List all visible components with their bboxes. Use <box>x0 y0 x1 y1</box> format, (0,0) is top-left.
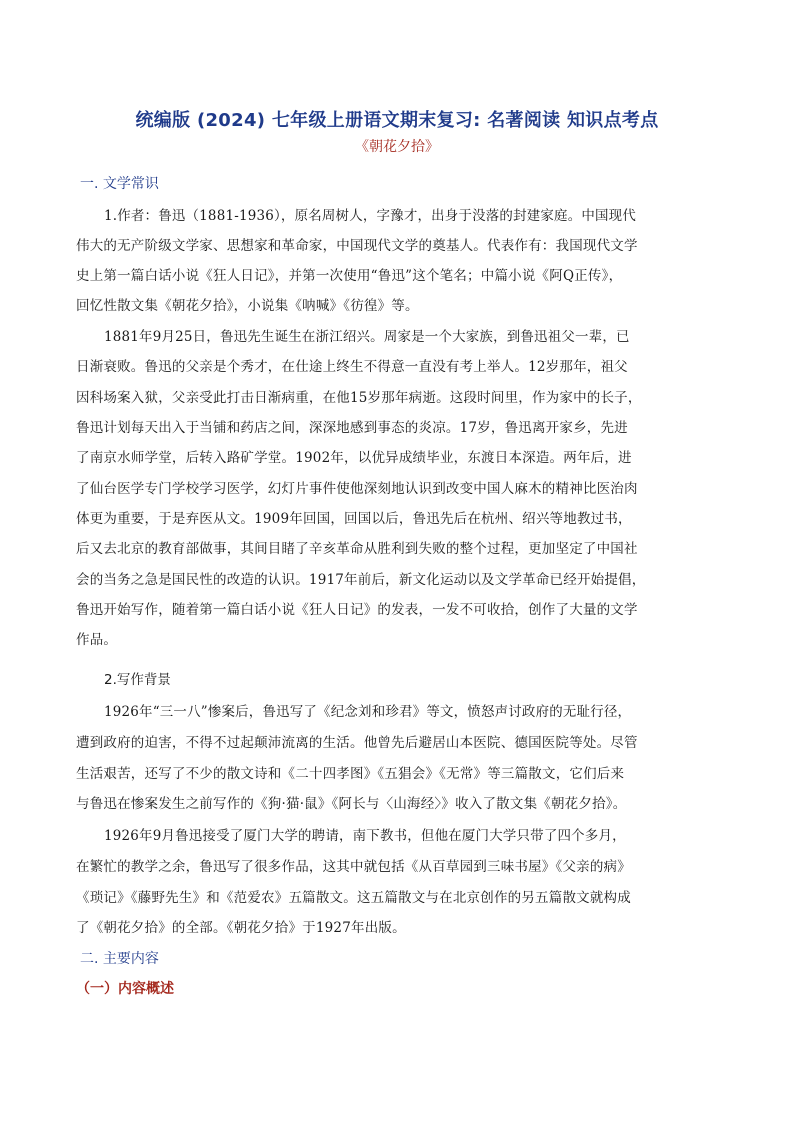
paragraph-line: 后又去北京的教育部做事，其间目睹了辛亥革命从胜利到失败的整个过程，更加坚定了中国社 <box>76 541 638 557</box>
page-title: 统编版 (2024) 七年级上册语文期末复习: 名著阅读 知识点考点 <box>135 110 659 131</box>
paragraph-line: 1926年“三一八”惨案后，鲁迅写了《纪念刘和珍君》等文，愤怒声讨政府的无耻行径， <box>104 704 632 720</box>
section-heading-literary-knowledge: 一. 文学常识 <box>80 176 159 192</box>
paragraph-line: 会的当务之急是国民性的改造的认识。1917年前后，新文化运动以及文学革命已经开始提倡， <box>76 572 646 588</box>
paragraph-line: 作品。 <box>76 632 118 648</box>
section-heading-main-content: 二. 主要内容 <box>80 951 159 967</box>
paragraph-line: 了南京水师学堂，后转入路矿学堂。1902年，以优异成绩毕业，东渡日本深造。两年后，进 <box>76 450 632 466</box>
paragraph-line: 伟大的无产阶级文学家、思想家和革命家，中国现代文学的奠基人。代表作有：我国现代文学 <box>76 238 638 254</box>
paragraph-line: 生活艰苦，还写了不少的散文诗和《二十四孝图》《五猖会》《无常》等三篇散文，它们后来 <box>76 766 625 782</box>
paragraph-line: 在繁忙的教学之余，鲁迅写了很多作品，这其中就包括《从百草园到三味书屋》《父亲的病》 <box>76 859 631 875</box>
paragraph-line: 1881年9月25日，鲁迅先生诞生在浙江绍兴。周家是一个大家族，到鲁迅祖父一辈，已 <box>104 329 630 345</box>
paragraph-line: 鲁迅计划每天出入于当铺和药店之间，深深地感到事态的炎凉。17岁，鲁迅离开家乡，先进 <box>76 420 628 436</box>
paragraph-line: 《琐记》《藤野先生》和《范爱农》五篇散文。这五篇散文与在北京创作的另五篇散文就构成 <box>76 890 631 906</box>
paragraph-line: 了《朝花夕拾》的全部。《朝花夕拾》于1927年出版。 <box>76 920 406 936</box>
paragraph-line: 日渐衰败。鲁迅的父亲是个秀才，在仕途上终生不得意一直没有考上举人。12岁那年，祖父 <box>76 359 628 375</box>
subsection-heading-content-overview: （一）内容概述 <box>76 981 174 997</box>
paragraph-line: 因科场案入狱，父亲受此打击日渐病重，在他15岁那年病逝。这段时间里，作为家中的长子， <box>76 390 642 406</box>
paragraph-line: 与鲁迅在惨案发生之前写作的《狗·猫·鼠》《阿长与〈山海经〉》收入了散文集《朝花夕拾》。 <box>76 796 627 812</box>
paragraph-line: 1926年9月鲁迅接受了厦门大学的聘请，南下教书，但他在厦门大学只带了四个多月， <box>104 828 626 844</box>
paragraph-line: 回忆性散文集《朝花夕拾》，小说集《呐喊》《彷徨》等。 <box>76 298 419 314</box>
paragraph-line: 1.作者：鲁迅（1881-1936），原名周树人，字豫才，出身于没落的封建家庭。中国现代 <box>104 208 637 224</box>
paragraph-line: 史上第一篇白话小说《狂人日记》，并第一次使用“鲁迅”这个笔名；中篇小说《阿Q正传》， <box>76 268 623 284</box>
page-subtitle: 《朝花夕拾》 <box>355 139 439 155</box>
item-label-writing-background: 2.写作背景 <box>104 672 171 688</box>
paragraph-line: 体更为重要，于是弃医从文。1909年回国，回国以后，鲁迅先后在杭州、绍兴等地教过书， <box>76 511 632 527</box>
paragraph-line: 了仙台医学专门学校学习医学，幻灯片事件使他深刻地认识到改变中国人麻木的精神比医治肉 <box>76 481 638 497</box>
paragraph-line: 遭到政府的迫害，不得不过起颠沛流离的生活。他曾先后避居山本医院、德国医院等处。尽管 <box>76 735 638 751</box>
paragraph-line: 鲁迅开始写作，随着第一篇白话小说《狂人日记》的发表，一发不可收拾，创作了大量的文学 <box>76 602 638 618</box>
